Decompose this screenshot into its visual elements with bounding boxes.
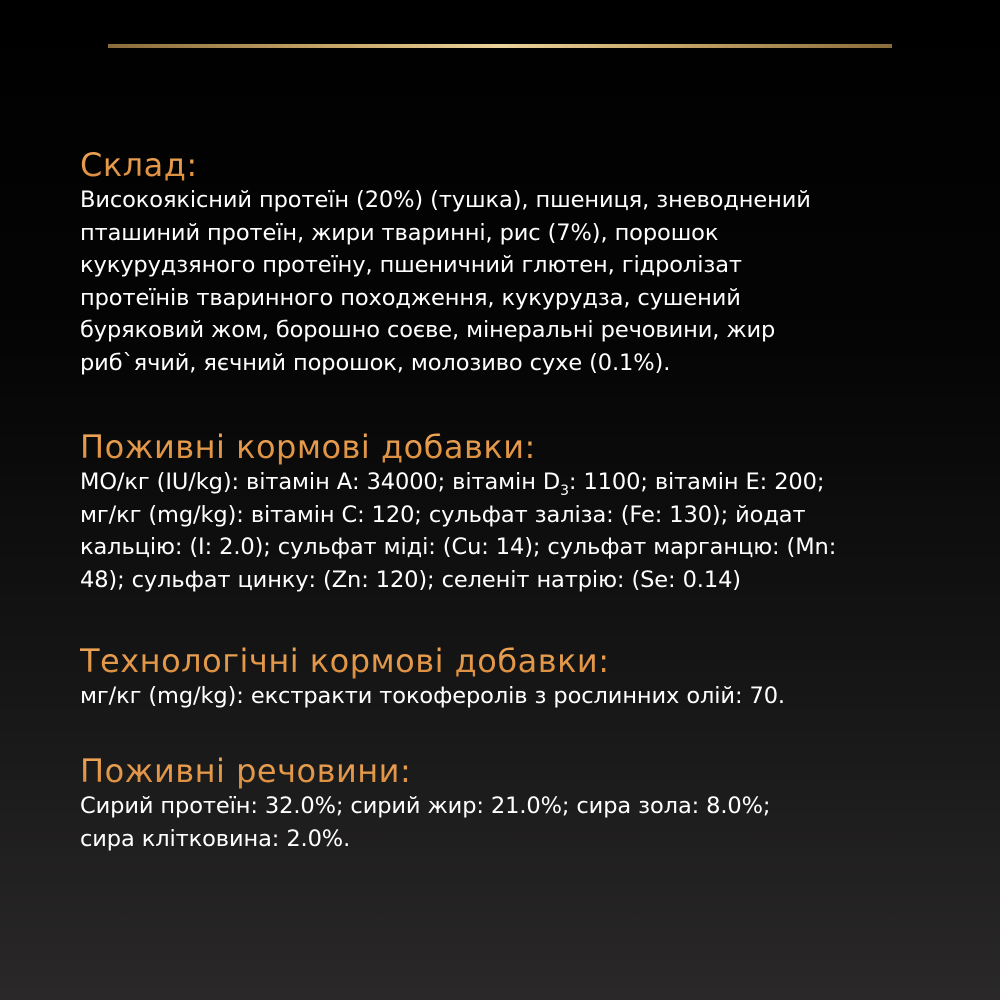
composition-line: протеїнів тваринного походження, кукурудза, сушений	[80, 284, 741, 311]
composition-line: риб`ячий, яєчний порошок, молозиво сухе (0.1%).	[80, 349, 671, 376]
nutrients-line: Сирий протеїн: 32.0%; сирий жир: 21.0%; сира зола: 8.0%;	[80, 793, 771, 819]
nutrients-text	[80, 790, 960, 855]
nutrients-heading: Поживні речовини:	[80, 752, 960, 790]
nutritional-additives-heading: Поживні кормові добавки:	[80, 428, 960, 466]
nutritional-additives-section	[80, 428, 960, 596]
nutritional-additives-line: кальцію: (I: 2.0); сульфат міді: (Cu: 14); сульфат марганцю: (Mn:	[80, 534, 837, 560]
nutrients-section	[80, 752, 960, 855]
technological-additives-section	[80, 642, 960, 713]
composition-line: кукурудзяного протеїну, пшеничний глютен, гідролізат	[80, 252, 742, 278]
technological-additives-line: мг/кг (mg/kg): екстракти токоферолів з рослинних олій: 70.	[80, 683, 785, 709]
nutritional-additives-text	[80, 466, 960, 596]
composition-line: буряковий жом, борошно соєве, мінеральні речовини, жир	[80, 317, 776, 343]
vitamins-iu-text: МО/кг (IU/kg): вітамін А: 34000; вітамін D	[80, 469, 561, 495]
composition-line: пташиний протеїн, жири тваринні, рис (7%), порошок	[80, 219, 719, 246]
composition-section	[80, 146, 960, 379]
gold-divider	[108, 44, 892, 48]
nutritional-additives-line: 48); сульфат цинку: (Zn: 120); селеніт натрію: (Se: 0.14)	[80, 566, 741, 593]
nutritional-additives-line	[80, 466, 960, 499]
technological-additives-text	[80, 680, 960, 713]
nutritional-additives-line: мг/кг (mg/kg): вітамін С: 120; сульфат заліза: (Fe: 130); йодат	[80, 501, 806, 528]
composition-line: Високоякісний протеїн (20%) (тушка), пшениця, зневоднений	[80, 187, 811, 213]
composition-text	[80, 184, 960, 379]
composition-heading: Склад:	[80, 146, 960, 184]
technological-additives-heading: Технологічні кормові добавки:	[80, 642, 960, 680]
nutrients-line: сира клітковина: 2.0%.	[80, 825, 351, 852]
vitamins-iu-text-cont: : 1100; вітамін Е: 200;	[568, 469, 825, 495]
vitamin-d-subscript: 3	[560, 483, 569, 499]
